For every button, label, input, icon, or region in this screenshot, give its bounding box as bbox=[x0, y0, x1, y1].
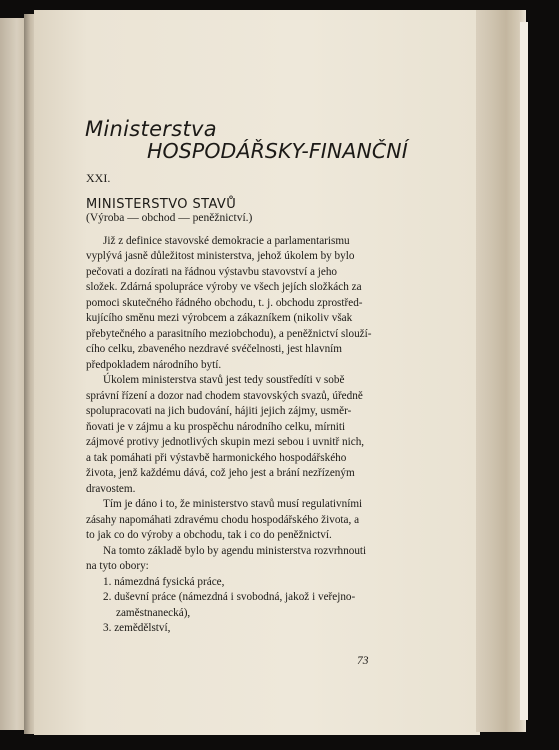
page-stack-highlight bbox=[520, 22, 528, 720]
body-line: Úkolem ministerstva stavů jest tedy soustředíti v sobě bbox=[103, 374, 345, 386]
body-line: cího celku, zbaveného nezdravé svéčelnosti, jest hlavním bbox=[86, 343, 342, 355]
page-stack-edge bbox=[476, 10, 526, 732]
body-line: Na tomto základě bylo by agendu ministerstva rozvrhnouti bbox=[103, 545, 367, 557]
chapter-heading-line1: Ministerstva bbox=[85, 117, 217, 141]
body-line: kujícího směnu mezi výrobcem a zákazníkem (nikoliv však bbox=[86, 312, 353, 324]
body-line: na tyto obory: bbox=[86, 560, 149, 572]
body-line: správní řízení a dozor nad chodem stavovských svazů, úředně bbox=[86, 390, 363, 402]
list-item-continuation: zaměstnanecká), bbox=[116, 607, 191, 619]
page-number: 73 bbox=[357, 655, 369, 667]
section-title: MINISTERSTVO STAVŮ bbox=[86, 197, 237, 212]
body-line: předpokladem národního bytí. bbox=[86, 359, 222, 371]
body-line: spolupracovati na jich budování, hájiti jejich zájmy, usměr- bbox=[86, 405, 352, 417]
body-line: složek. Zdárná spolupráce výroby ve všech jejích složkách za bbox=[86, 281, 362, 293]
body-line: zájmové protivy jednotlivých skupin mezi sebou i uvnitř nich, bbox=[86, 436, 365, 448]
body-line: přebytečného a parasitního meziobchodu), a peněžnictví slouží- bbox=[86, 328, 372, 340]
list-item: 2. duševní práce (námezdná i svobodná, jakož i veřejno- bbox=[103, 591, 356, 603]
body-line: pomoci skutečného řádného obchodu, t. j. obchodu zprostřed- bbox=[86, 297, 363, 309]
chapter-heading-line2: HOSPODÁŘSKY-FINANČNÍ bbox=[147, 139, 408, 163]
body-line: dravostem. bbox=[86, 483, 136, 495]
list-item: 3. zemědělství, bbox=[103, 622, 171, 634]
body-line: Tím je dáno i to, že ministerstvo stavů musí regulativními bbox=[103, 498, 363, 510]
body-line: vyplývá jasně důležitost ministerstva, jehož úkolem by bylo bbox=[86, 250, 355, 262]
section-number: XXI. bbox=[86, 171, 111, 185]
body-line: Již z definice stavovské demokracie a parlamentarismu bbox=[103, 235, 350, 247]
body-line: zásahy napomáhati zdravému chodu hospodářského života, a bbox=[86, 514, 360, 526]
body-line: to jak co do výroby a obchodu, tak i co do peněžnictví. bbox=[86, 529, 332, 541]
section-subtitle: (Výroba — obchod — peněžnictví.) bbox=[86, 212, 253, 224]
body-line: ňovati je v zájmu a ku prospěchu národního celku, mírniti bbox=[86, 421, 346, 433]
list-item: 1. námezdná fysická práce, bbox=[103, 576, 225, 588]
body-line: a tak pomáhati při výstavbě harmonického hospodářského bbox=[86, 452, 347, 464]
body-line: pečovati a dozírati na řádnou výstavbu stavovství a jeho bbox=[86, 266, 338, 278]
body-line: života, jenž každému dává, což jeho jest a brání nezřízeným bbox=[86, 467, 355, 479]
